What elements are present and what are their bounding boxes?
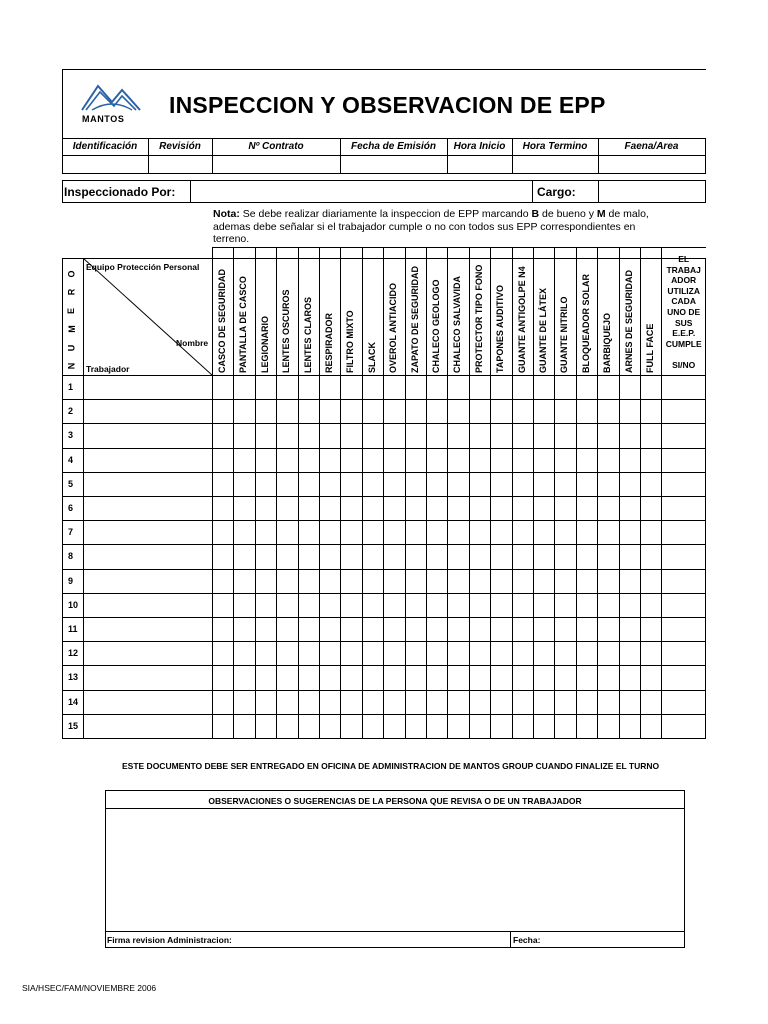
worker-name-cell[interactable] xyxy=(84,570,211,592)
compliance-header xyxy=(661,254,706,371)
epp-column-header: RESPIRADOR xyxy=(324,312,334,373)
epp-column-header: BLOQUEADOR SOLAR xyxy=(580,274,591,373)
worker-name-cell[interactable] xyxy=(84,497,211,519)
row-number: 9 xyxy=(68,575,74,586)
date-label: Fecha: xyxy=(513,935,541,945)
compliance-header-line: CUMPLE xyxy=(665,338,702,349)
epp-column-header: TAPONES AUDITIVO xyxy=(495,284,506,373)
diag-label-epp: Equipo Protección Personal xyxy=(86,262,200,272)
row-number: 6 xyxy=(68,503,74,513)
cargo-label: Cargo: xyxy=(537,185,576,199)
obs-sign-divider xyxy=(510,931,511,948)
row-number: 15 xyxy=(68,720,79,731)
worker-name-cell[interactable] xyxy=(84,521,211,543)
epp-column-header: SLACK xyxy=(366,342,377,373)
row-number: 14 xyxy=(68,696,79,707)
observations-title: OBSERVACIONES O SUGERENCIAS DE LA PERSONA QUE REVISA O DE UN TRABAJADOR xyxy=(208,796,582,806)
row-number: 13 xyxy=(68,672,79,683)
row-number: 1 xyxy=(68,382,74,392)
compliance-header-line: TRABAJ xyxy=(666,264,701,275)
inspected-by-field[interactable] xyxy=(191,181,531,202)
page-title: INSPECCION Y OBSERVACION DE EPP xyxy=(169,92,606,118)
meta-header-faena-area: Faena/Area xyxy=(624,141,679,152)
numero-letter: O xyxy=(66,269,77,278)
meta-header-revision: Revisión xyxy=(159,141,201,152)
signature-label: Firma revision Administracion: xyxy=(107,935,232,945)
compliance-header-line: SI/NO xyxy=(672,359,696,370)
epp-column-header: PROTECTOR TIPO FONO xyxy=(473,264,484,373)
compliance-header-line: ADOR xyxy=(671,275,697,286)
numero-letter: U xyxy=(66,344,77,351)
numero-letter: M xyxy=(66,325,77,333)
header-top-border xyxy=(62,69,706,70)
note-line-1: Nota: Se debe realizar diariamente la inspeccion de EPP marcando B de bueno y M de malo, xyxy=(213,208,649,220)
row-number: 12 xyxy=(68,648,79,659)
epp-column-header: OVEROL ANTIACIDO xyxy=(388,282,399,373)
worker-name-cell[interactable] xyxy=(84,691,211,713)
row-number: 3 xyxy=(68,430,74,441)
epp-column-header: BARBIQUEJO xyxy=(602,312,613,373)
compliance-header-line: CADA xyxy=(671,296,696,307)
cargo-field[interactable] xyxy=(599,181,705,202)
row-number: 5 xyxy=(68,478,74,489)
compliance-header-line xyxy=(661,349,706,360)
logo-text: MANTOS xyxy=(82,114,125,124)
meta-line-top xyxy=(62,138,706,139)
note-line-2: ademas debe señalar si el trabajador cumple o no con todos sus EPP correspondientes en xyxy=(213,220,636,233)
epp-column-header: CASCO DE SEGURIDAD xyxy=(217,268,227,373)
row-divider xyxy=(62,738,706,739)
worker-name-cell[interactable] xyxy=(84,618,211,640)
numero-letter: R xyxy=(66,288,77,296)
worker-name-cell[interactable] xyxy=(84,376,211,398)
epp-column-header: PANTALLA DE CASCO xyxy=(238,276,249,373)
epp-column-header: GUANTE NITRILO xyxy=(559,296,570,373)
instruction-note xyxy=(213,208,705,246)
compliance-header-line: UNO DE xyxy=(667,306,701,317)
epp-column-header: FULL FACE xyxy=(645,323,655,373)
epp-column-header: FILTRO MIXTO xyxy=(345,310,356,373)
header-diagonal xyxy=(84,259,212,375)
meta-line-mid xyxy=(62,155,706,156)
epp-column-header: LENTES OSCUROS xyxy=(281,289,292,373)
meta-header-identificacion: Identificación xyxy=(72,141,138,152)
observations-field[interactable] xyxy=(107,810,683,930)
epp-column-header: ARNES DE SEGURIDAD xyxy=(623,269,634,373)
meta-header-contrato: Nº Contrato xyxy=(248,141,304,152)
worker-name-cell[interactable] xyxy=(84,642,211,664)
worker-name-cell[interactable] xyxy=(84,545,211,567)
worker-name-cell[interactable] xyxy=(84,449,211,471)
row-number: 11 xyxy=(68,624,78,634)
meta-line-bot xyxy=(62,173,706,174)
meta-right xyxy=(705,138,706,173)
compliance-header-line: UTILIZA xyxy=(667,285,700,296)
inspected-by-label: Inspeccionado Por: xyxy=(64,185,176,199)
worker-name-cell[interactable] xyxy=(84,666,211,688)
obs-sign-line xyxy=(105,931,685,932)
diag-label-nombre: Nombre xyxy=(176,338,209,348)
row-number: 2 xyxy=(68,406,74,417)
meta-header-hora-termino: Hora Termino xyxy=(522,141,588,152)
row-number: 4 xyxy=(68,454,74,465)
header-left-border xyxy=(62,69,63,174)
compliance-header-line: EL xyxy=(678,254,690,264)
numero-letter: N xyxy=(66,362,77,370)
compliance-header-line: SUS xyxy=(674,317,693,328)
worker-name-cell[interactable] xyxy=(84,594,211,616)
document-code: SIA/HSEC/FAM/NOVIEMBRE 2006 xyxy=(22,983,157,993)
row-number: 7 xyxy=(68,527,74,538)
epp-column-header: CHALECO GEOLOGO xyxy=(431,279,441,373)
company-logo xyxy=(78,80,148,128)
worker-name-cell[interactable] xyxy=(84,715,211,737)
worker-name-cell[interactable] xyxy=(84,400,211,422)
compliance-header-line: E.E.P. xyxy=(672,328,696,339)
obs-title-line xyxy=(105,808,685,809)
epp-column-header: GUANTE ANTIGOLPE N4 xyxy=(516,266,527,373)
epp-column-header: GUANTE DE LÁTEX xyxy=(538,287,548,373)
note-line-3: terreno. xyxy=(213,233,250,245)
numero-letter: E xyxy=(66,307,77,314)
meta-header-fecha-emision: Fecha de Emisión xyxy=(350,141,437,152)
worker-name-cell[interactable] xyxy=(84,424,211,446)
row-number: 10 xyxy=(68,599,79,610)
epp-column-header: LENTES CLAROS xyxy=(302,296,313,373)
epp-column-header: ZAPATO DE SEGURIDAD xyxy=(409,265,420,373)
delivery-notice: ESTE DOCUMENTO DEBE SER ENTREGADO EN OFICINA DE ADMINISTRACION DE MANTOS GROUP CUANDO FINALIZE EL TURNO xyxy=(122,761,660,771)
row-number: 8 xyxy=(68,551,74,562)
insp-v2 xyxy=(532,180,533,203)
meta-header-hora-inicio: Hora Inicio xyxy=(453,141,506,152)
diag-label-trabajador: Trabajador xyxy=(86,364,130,374)
epp-column-header: CHALECO SALVAVIDA xyxy=(452,275,463,373)
worker-name-cell[interactable] xyxy=(84,473,211,495)
epp-top-ext xyxy=(212,247,706,248)
epp-column-header: LEGIONARIO xyxy=(259,315,270,373)
